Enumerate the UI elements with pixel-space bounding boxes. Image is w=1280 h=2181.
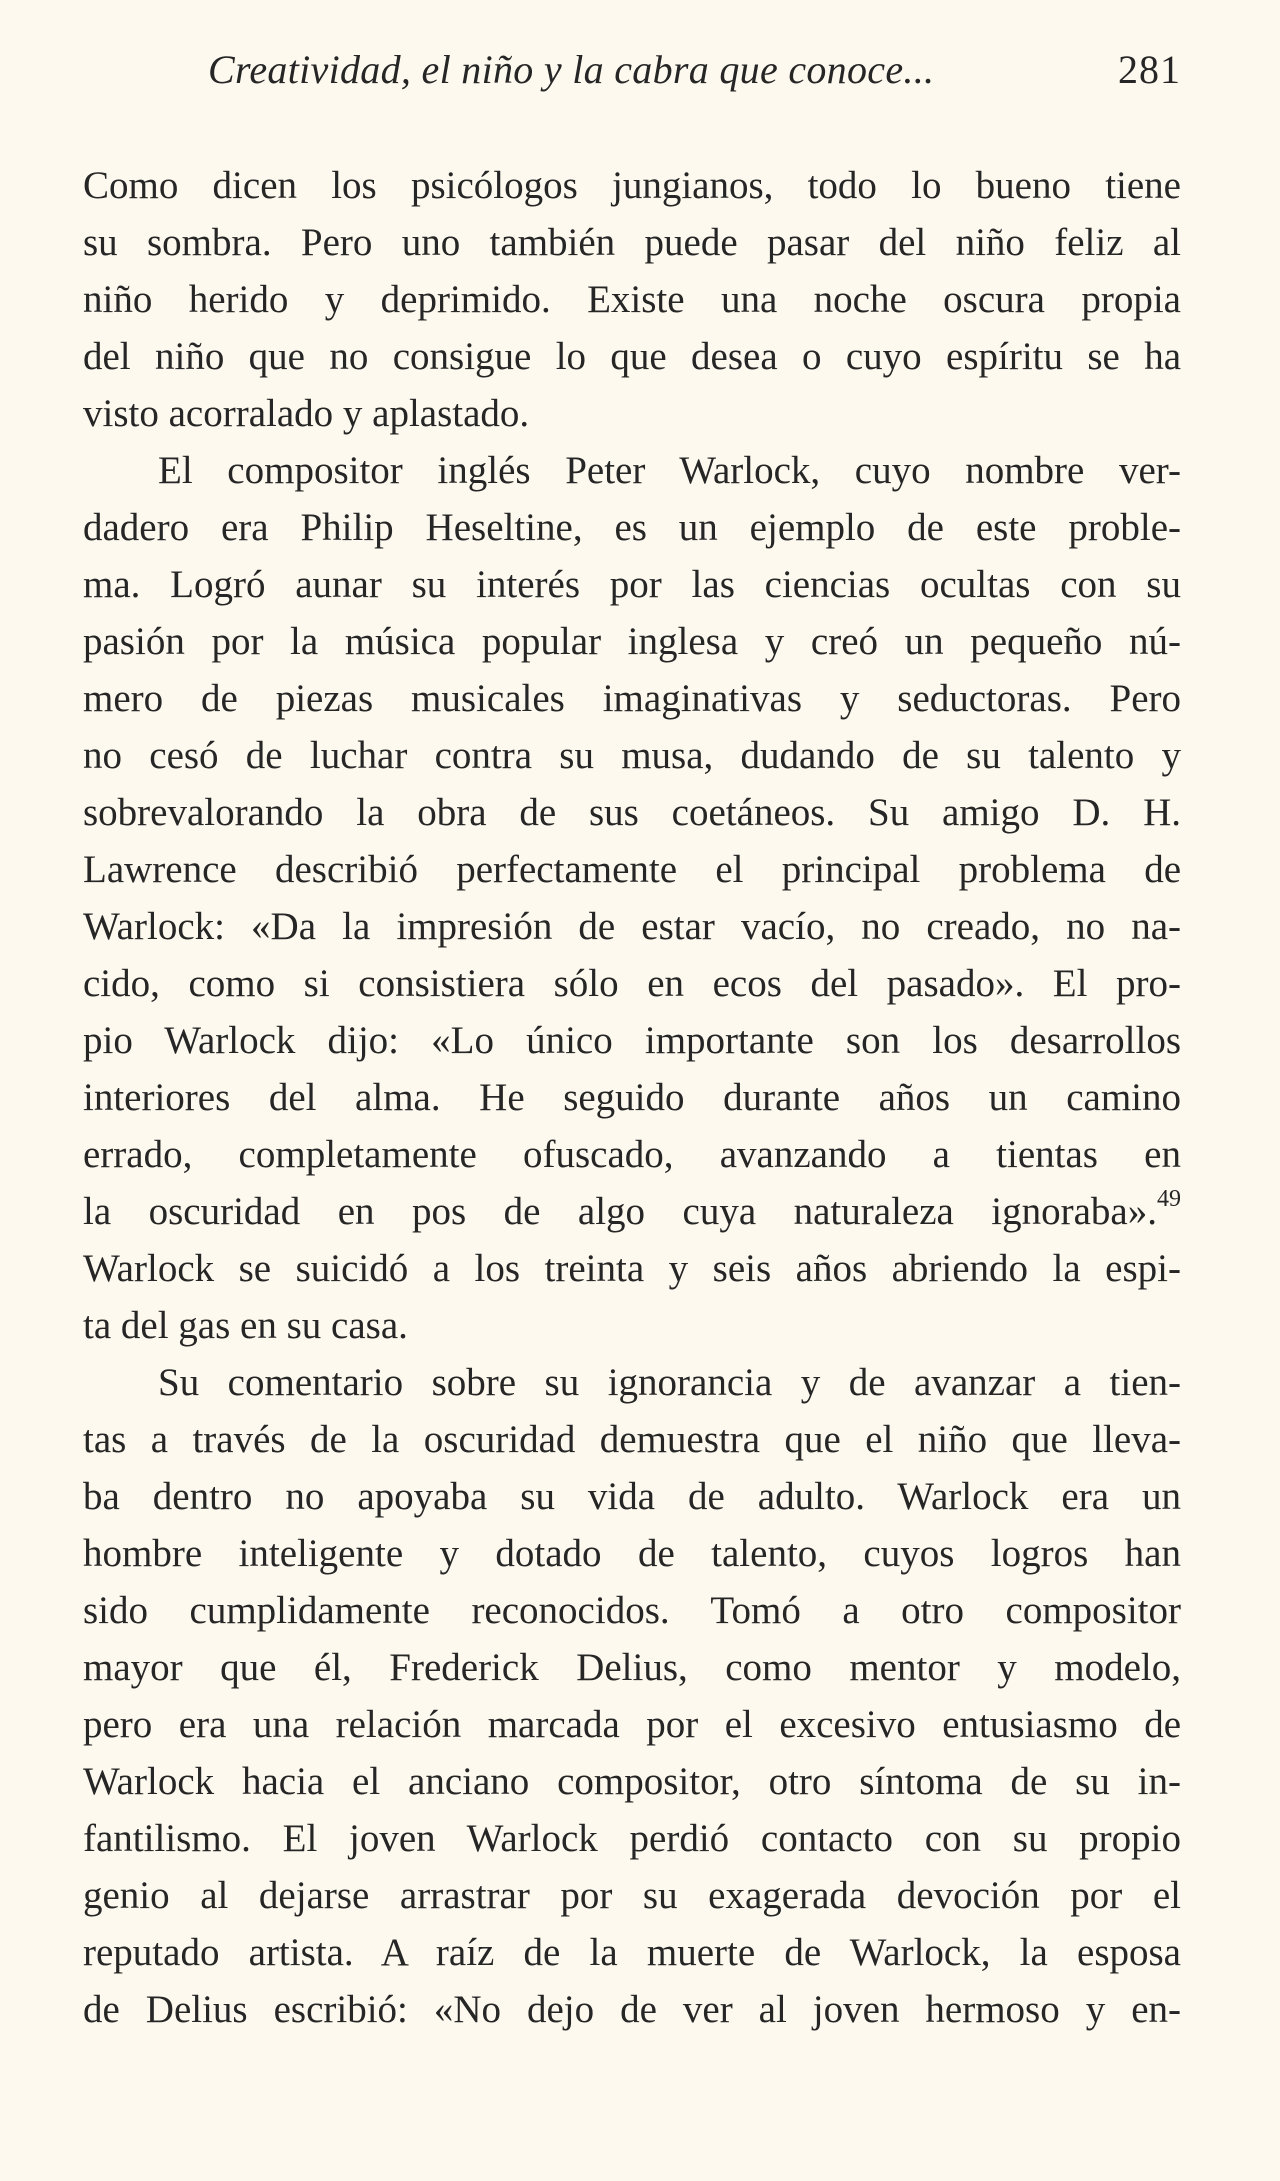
text-line: pero era una relación marcada por el excesivo entusiasmo de — [83, 1703, 1181, 1746]
text-line: pio Warlock dijo: «Lo único importante son los desarrollos — [83, 1019, 1181, 1062]
text-line: hombre inteligente y dotado de talento, cuyos logros han — [83, 1532, 1181, 1575]
text-line: mero de piezas musicales imaginativas y seductoras. Pero — [83, 677, 1181, 720]
running-header — [83, 40, 1181, 100]
text-line: su sombra. Pero uno también puede pasar del niño feliz al — [83, 221, 1181, 264]
text-line: ba dentro no apoyaba su vida de adulto. Warlock era un — [83, 1475, 1181, 1518]
text-line: sido cumplidamente reconocidos. Tomó a otro compositor — [83, 1589, 1181, 1632]
text-line-with-footnote — [83, 1183, 1181, 1240]
text-line: no cesó de luchar contra su musa, dudando de su talento y — [83, 734, 1181, 777]
text-line: Lawrence describió perfectamente el principal problema de — [83, 848, 1181, 891]
text-line: ta del gas en su casa. — [83, 1304, 408, 1347]
footnote-reference: 49 — [1157, 1186, 1181, 1212]
text-line: sobrevalorando la obra de sus coetáneos. Su amigo D. H. — [83, 791, 1181, 834]
running-title: Creatividad, el niño y la cabra que conoce... — [208, 47, 935, 92]
page-number: 281 — [1118, 47, 1181, 92]
text-line: genio al dejarse arrastrar por su exagerada devoción por el — [83, 1874, 1181, 1917]
text-line: interiores del alma. He seguido durante años un camino — [83, 1076, 1181, 1119]
text-line: Warlock hacia el anciano compositor, otro síntoma de su in- — [83, 1760, 1181, 1803]
text-line-content: la oscuridad en pos de algo cuya naturaleza ignoraba». — [83, 1190, 1157, 1233]
text-line: cido, como si consistiera sólo en ecos del pasado». El pro- — [83, 962, 1181, 1005]
text-line: Warlock: «Da la impresión de estar vacío, no creado, no na- — [83, 905, 1181, 948]
text-line: pasión por la música popular inglesa y creó un pequeño nú- — [83, 620, 1181, 663]
text-line: del niño que no consigue lo que desea o cuyo espíritu se ha — [83, 335, 1181, 378]
text-line: reputado artista. A raíz de la muerte de Warlock, la esposa — [83, 1931, 1181, 1974]
text-line: mayor que él, Frederick Delius, como mentor y modelo, — [83, 1646, 1181, 1689]
text-line: tas a través de la oscuridad demuestra que el niño que lleva- — [83, 1418, 1181, 1461]
text-line: dadero era Philip Heseltine, es un ejemplo de este proble- — [83, 506, 1181, 549]
text-line: Su comentario sobre su ignorancia y de avanzar a tien- — [158, 1361, 1181, 1404]
text-line: errado, completamente ofuscado, avanzando a tientas en — [83, 1133, 1181, 1176]
text-line: niño herido y deprimido. Existe una noche oscura propia — [83, 278, 1181, 321]
text-line: El compositor inglés Peter Warlock, cuyo nombre ver- — [158, 449, 1181, 492]
body-text — [83, 157, 1181, 2038]
text-line: ma. Logró aunar su interés por las ciencias ocultas con su — [83, 563, 1181, 606]
text-line: visto acorralado y aplastado. — [83, 392, 530, 435]
text-line: de Delius escribió: «No dejo de ver al joven hermoso y en- — [83, 1988, 1181, 2031]
text-line: fantilismo. El joven Warlock perdió contacto con su propio — [83, 1817, 1181, 1860]
text-line: Como dicen los psicólogos jungianos, todo lo bueno tiene — [83, 164, 1181, 207]
text-line: Warlock se suicidó a los treinta y seis años abriendo la espi- — [83, 1247, 1181, 1290]
